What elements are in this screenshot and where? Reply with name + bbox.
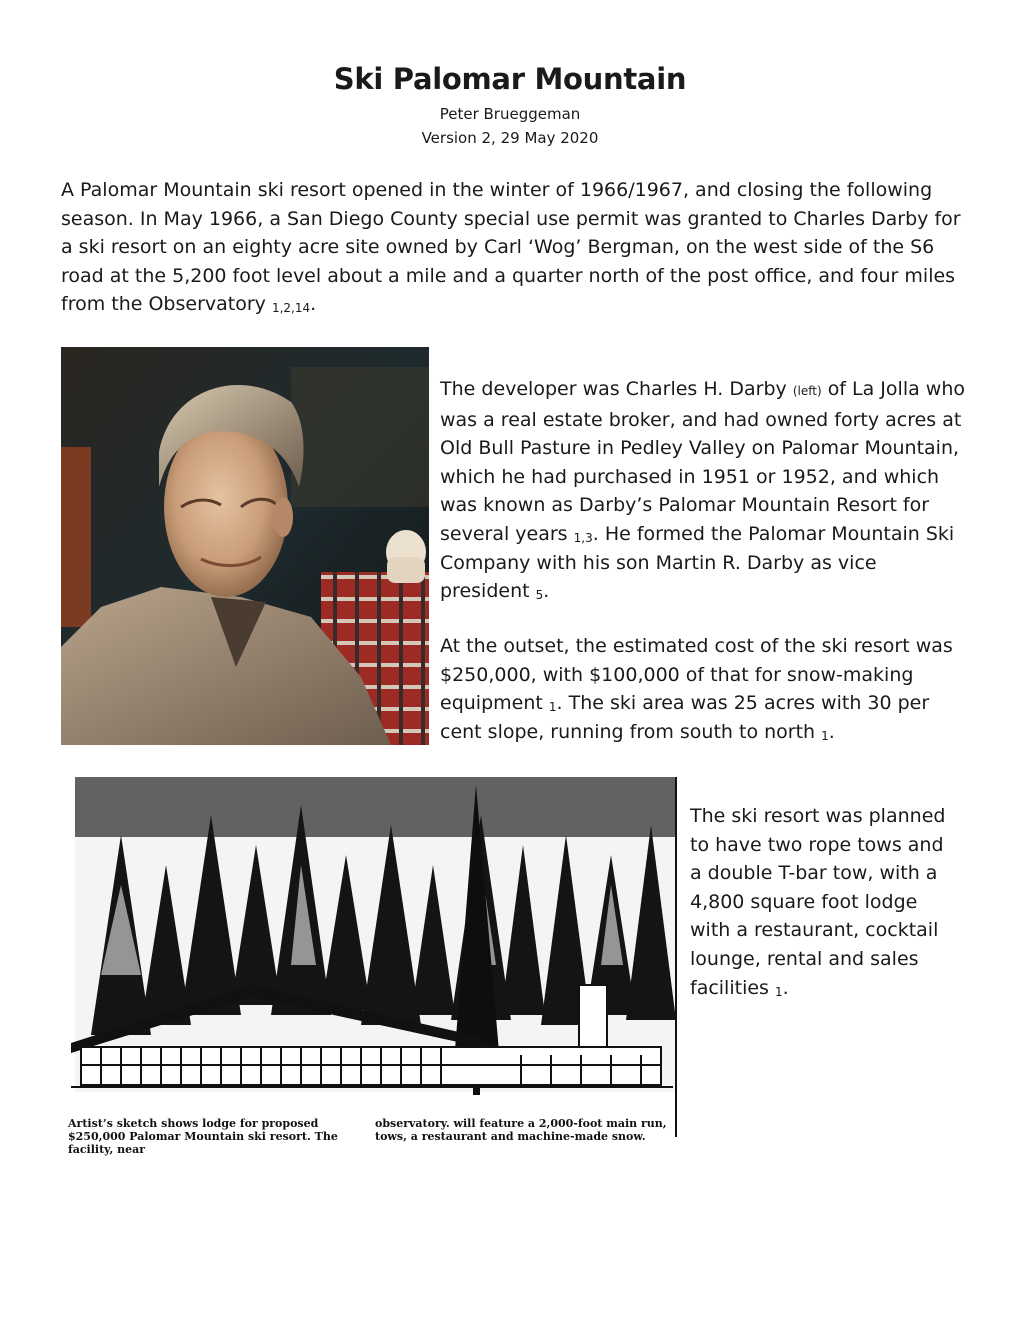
plans-paragraph — [690, 802, 960, 1002]
sketch-caption-right: observatory. will feature a 2,000-foot main run, tows, a restaurant and machine-made snow. — [375, 1117, 667, 1143]
plans-text: The ski resort was planned to have two rope tows and a double T-bar tow, with a 4,800 square foot lodge with a restaurant, cocktail lounge, rental and sales facilities — [690, 805, 946, 999]
developer-text-b: of La Jolla who was a real estate broker, and had owned forty acres at Old Bull Pasture in Pedley Valley on Palomar Mountain, which he had purchased in 1951 or 1952, and which was known as Darby’s Palomar Mountain Resort for several years — [440, 378, 965, 545]
developer-ref-1: 1,3 — [573, 530, 593, 545]
intro-end: . — [310, 293, 317, 316]
plans-end: . — [782, 976, 789, 999]
cost-ref-1: 1 — [548, 700, 557, 715]
page-title: Ski Palomar Mountain — [333, 62, 687, 96]
intro-paragraph — [61, 176, 966, 319]
cost-text-b: . The ski area was 25 acres with 30 per cent slope, running from south to north — [440, 692, 930, 743]
intro-text: A Palomar Mountain ski resort opened in the winter of 1966/1967, and closing the following season. In May 1966, a San Diego County special use permit was granted to Charles Darby for a ski resort on an eighty acre site owned by Carl ‘Wog’ Bergman, on the west side of the S6 road at the 5,200 foot level about a mile and a quarter north of the post office, and four miles from the Observatory — [61, 179, 961, 316]
developer-text-a: The developer was Charles H. Darby — [440, 378, 787, 400]
intro-refs: 1,2,14 — [271, 301, 311, 316]
sketch-caption-left: Artist’s sketch shows lodge for proposed $250,000 Palomar Mountain ski resort. The facility, near — [68, 1117, 338, 1156]
developer-paragraph — [440, 375, 970, 606]
portrait-photo — [61, 347, 429, 745]
developer-ref-2: 5 — [535, 588, 544, 603]
author-line: Peter Brueggeman — [439, 105, 581, 123]
developer-end: . — [543, 580, 550, 603]
cost-end: . — [828, 720, 835, 743]
lodge-sketch-image — [61, 775, 678, 1155]
plans-ref: 1 — [774, 984, 783, 999]
cost-ref-2: 1 — [821, 728, 829, 743]
cost-text-a: At the outset, the estimated cost of the ski resort was $250,000, with $100,000 of that for snow-making equipment — [440, 635, 953, 715]
developer-text-c: . He formed the Palomar Mountain Ski Company with his son Martin R. Darby as vice president — [440, 522, 955, 603]
cost-paragraph — [440, 632, 970, 746]
left-note: (left) — [792, 384, 822, 398]
version-line: Version 2, 29 May 2020 — [421, 129, 599, 147]
